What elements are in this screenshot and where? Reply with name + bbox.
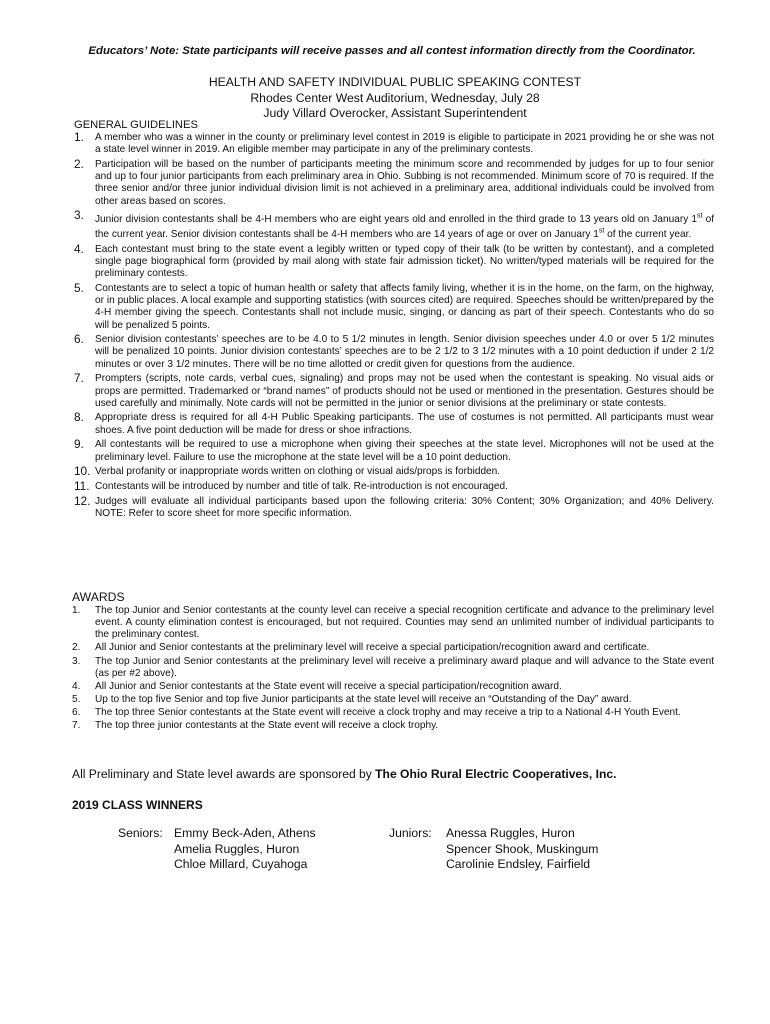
award-number: 2. xyxy=(72,642,81,654)
guideline-number: 10. xyxy=(74,464,91,479)
guideline-item xyxy=(74,493,714,520)
guideline-number: 2. xyxy=(74,156,84,171)
guideline-item xyxy=(74,466,714,478)
guideline-number: 5. xyxy=(74,280,84,295)
sponsor-prefix: All Preliminary and State level awards are sponsored by xyxy=(72,767,376,781)
winners-heading: 2019 CLASS WINNERS xyxy=(72,798,203,812)
guideline-text: Prompters (scripts, note cards, verbal cues, signaling) and props may not be used when the contestant is speaking. No visual aids or props are permitted. Trademarked or “brand names” of products should not be used or mentioned in the presentation. Gestures should be used carefully and minimally. Note cards will not be permitted in the junior or senior divisions at the preliminary or state contests. xyxy=(95,373,714,409)
guideline-item xyxy=(74,412,714,436)
guideline-number: 4. xyxy=(74,241,84,256)
guideline-item xyxy=(74,241,714,281)
award-number: 4. xyxy=(72,680,81,692)
award-number: 6. xyxy=(72,707,81,719)
award-text: The top Junior and Senior contestants at the preliminary level will receive a preliminary award plaque and will advance to the State event (as per #2 above). xyxy=(95,655,714,679)
award-text: The top three junior contestants at the State event will receive a clock trophy. xyxy=(95,720,439,732)
guideline-number: 12. xyxy=(74,493,91,508)
senior-winner: Chloe Millard, Cuyahoga xyxy=(174,857,308,871)
awards-heading: AWARDS xyxy=(72,590,125,604)
sponsor-line xyxy=(72,767,616,781)
guideline-item xyxy=(74,280,714,332)
award-text: The top three Senior contestants at the State event will receive a clock trophy and may receive a trip to a National 4-H Youth Event. xyxy=(95,707,681,719)
guideline-text: A member who was a winner in the county or preliminary level contest in 2019 is eligible to participate in 2021 providing he or she was not a state level winner in 2019. An eligible member may participate in any of the preliminary contests. xyxy=(95,132,714,156)
senior-names xyxy=(174,826,316,873)
guideline-number: 11. xyxy=(74,479,90,493)
award-text: All Junior and Senior contestants at the State event will receive a special participation/recognition award. xyxy=(95,680,562,692)
award-text: Up to the top five Senior and top five Junior participants at the state level will receive an “Outstanding of the Day” award. xyxy=(95,694,632,706)
award-number: 1. xyxy=(72,605,81,616)
guideline-number: 3. xyxy=(74,208,84,223)
award-item xyxy=(72,694,714,706)
guidelines-list xyxy=(74,132,714,523)
sponsor-name: The Ohio Rural Electric Cooperatives, Inc. xyxy=(375,767,617,781)
guideline-text: Each contestant must bring to the state event a legibly written or typed copy of their talk (to be written by contestant), and a completed single page biographical form (provided by mail along with state fair admission ticket). No written/typed materials will be required for the preliminary contests. xyxy=(95,243,714,280)
award-number: 7. xyxy=(72,720,81,732)
guideline-item xyxy=(74,156,714,208)
guideline-item xyxy=(74,210,714,241)
award-text: The top Junior and Senior contestants at the county level can receive a special recognition certificate and advance to the preliminary level event. A county elimination contest is encouraged, but not required. Counties may send an unlimited number of individual participants to the preliminary contest. xyxy=(95,605,714,641)
junior-winner: Carolinie Endsley, Fairfield xyxy=(446,857,591,871)
guideline-item xyxy=(74,481,714,493)
educators-note: Educators’ Note: State participants will receive passes and all contest information directly from the Coordinator. xyxy=(88,45,696,57)
junior-winner: Spencer Shook, Muskingum xyxy=(446,841,599,856)
guideline-text: Participation will be based on the number of participants meeting the minimum score and recommended by judges for up to four senior and up to four junior participants from each preliminary area in Ohio. Subbing is not recommended. Minimum score of 70 is required. If the three senior and/or three junior individual division limit is not achieved in a preliminary area, additional individuals could be involved from other areas based on scores. xyxy=(95,158,714,207)
juniors-label: Juniors: xyxy=(389,826,432,840)
award-item xyxy=(72,642,714,654)
junior-names xyxy=(446,826,598,873)
senior-winners xyxy=(118,826,316,873)
award-text: All Junior and Senior contestants at the preliminary level will receive a special participation/recognition award and certificate. xyxy=(95,642,650,654)
guideline-item xyxy=(74,373,714,410)
award-item xyxy=(72,605,714,641)
guideline-text: All contestants will be required to use a microphone when giving their speeches at the state level. Microphones will not be used at the preliminary level. Failure to use the microphone at the state level will be a 10 point deduction. xyxy=(95,439,714,463)
guideline-number: 8. xyxy=(74,410,84,425)
guideline-text: Verbal profanity or inappropriate words written on clothing or visual aids/props is forbidden. xyxy=(95,466,501,478)
award-item xyxy=(72,681,714,693)
awards-list xyxy=(72,605,714,734)
junior-winner: Anessa Ruggles, Huron xyxy=(446,826,575,840)
guideline-item xyxy=(74,439,714,463)
guideline-number: 6. xyxy=(74,332,84,347)
senior-winner: Emmy Beck-Aden, Athens xyxy=(174,826,316,840)
guideline-item xyxy=(74,132,714,156)
award-item xyxy=(72,720,714,732)
guideline-number: 9. xyxy=(74,437,84,452)
contest-header xyxy=(72,75,718,122)
guideline-number: 1. xyxy=(74,130,84,144)
guideline-text: Senior division contestants’ speeches are to be 4.0 to 5 1/2 minutes in length. Senior division speeches under 4.0 or over 5 1/2 minutes will be penalized 10 points. Junior division contestants’ speeches are to be 2 1/2 to 3 1/2 minutes with a 10 point deduction if under 2 1/2 minutes or over 3 1/2 minutes. There will be no time allotted or credit given for questions from the audience. xyxy=(95,334,714,370)
award-item xyxy=(72,656,714,680)
award-item xyxy=(72,707,714,719)
guideline-item xyxy=(74,334,714,371)
award-number: 3. xyxy=(72,655,81,667)
guideline-text: Contestants are to select a topic of human health or safety that affects family living, whether it is in the home, on the farm, on the highway, or in public places. A local example and supporting statistics (with sources cited) are required. Speeches should be written/prepared by the 4-H member giving the speech. Contestants shall not include music, singing, or dancing as part of their speech. Contestants who do so will be penalized 5 points. xyxy=(95,282,714,331)
guideline-text: Junior division contestants shall be 4-H members who are eight years old and enrolled in the third grade to 13 years old on January 1st of the current year. Senior division contestants shall be 4-H members who are 14 years of age or over on January 1st of the current year. xyxy=(95,212,715,241)
guideline-text: Appropriate dress is required for all 4-H Public Speaking participants. The use of costumes is not permitted. All participants must wear shoes. A five point deduction will be made for dress or shoe infractions. xyxy=(95,412,714,436)
seniors-label: Seniors: xyxy=(118,826,163,840)
guideline-text: Judges will evaluate all individual participants based upon the following criteria: 30% Content; 30% Organization; and 40% Delivery. NOTE: Refer to score sheet for more specific information. xyxy=(95,495,714,519)
senior-winner: Amelia Ruggles, Huron xyxy=(174,841,300,856)
contest-staff: Judy Villard Overocker, Assistant Superintendent xyxy=(263,106,527,120)
guideline-number: 7. xyxy=(74,371,84,386)
junior-winners xyxy=(389,826,598,873)
contest-title: HEALTH AND SAFETY INDIVIDUAL PUBLIC SPEAKING CONTEST xyxy=(208,75,582,89)
guideline-text: Contestants will be introduced by number and title of talk. Re-introduction is not encouraged. xyxy=(95,481,508,492)
guidelines-heading: GENERAL GUIDELINES xyxy=(74,119,198,131)
contest-venue: Rhodes Center West Auditorium, Wednesday, July 28 xyxy=(250,90,540,105)
award-number: 5. xyxy=(72,694,81,706)
